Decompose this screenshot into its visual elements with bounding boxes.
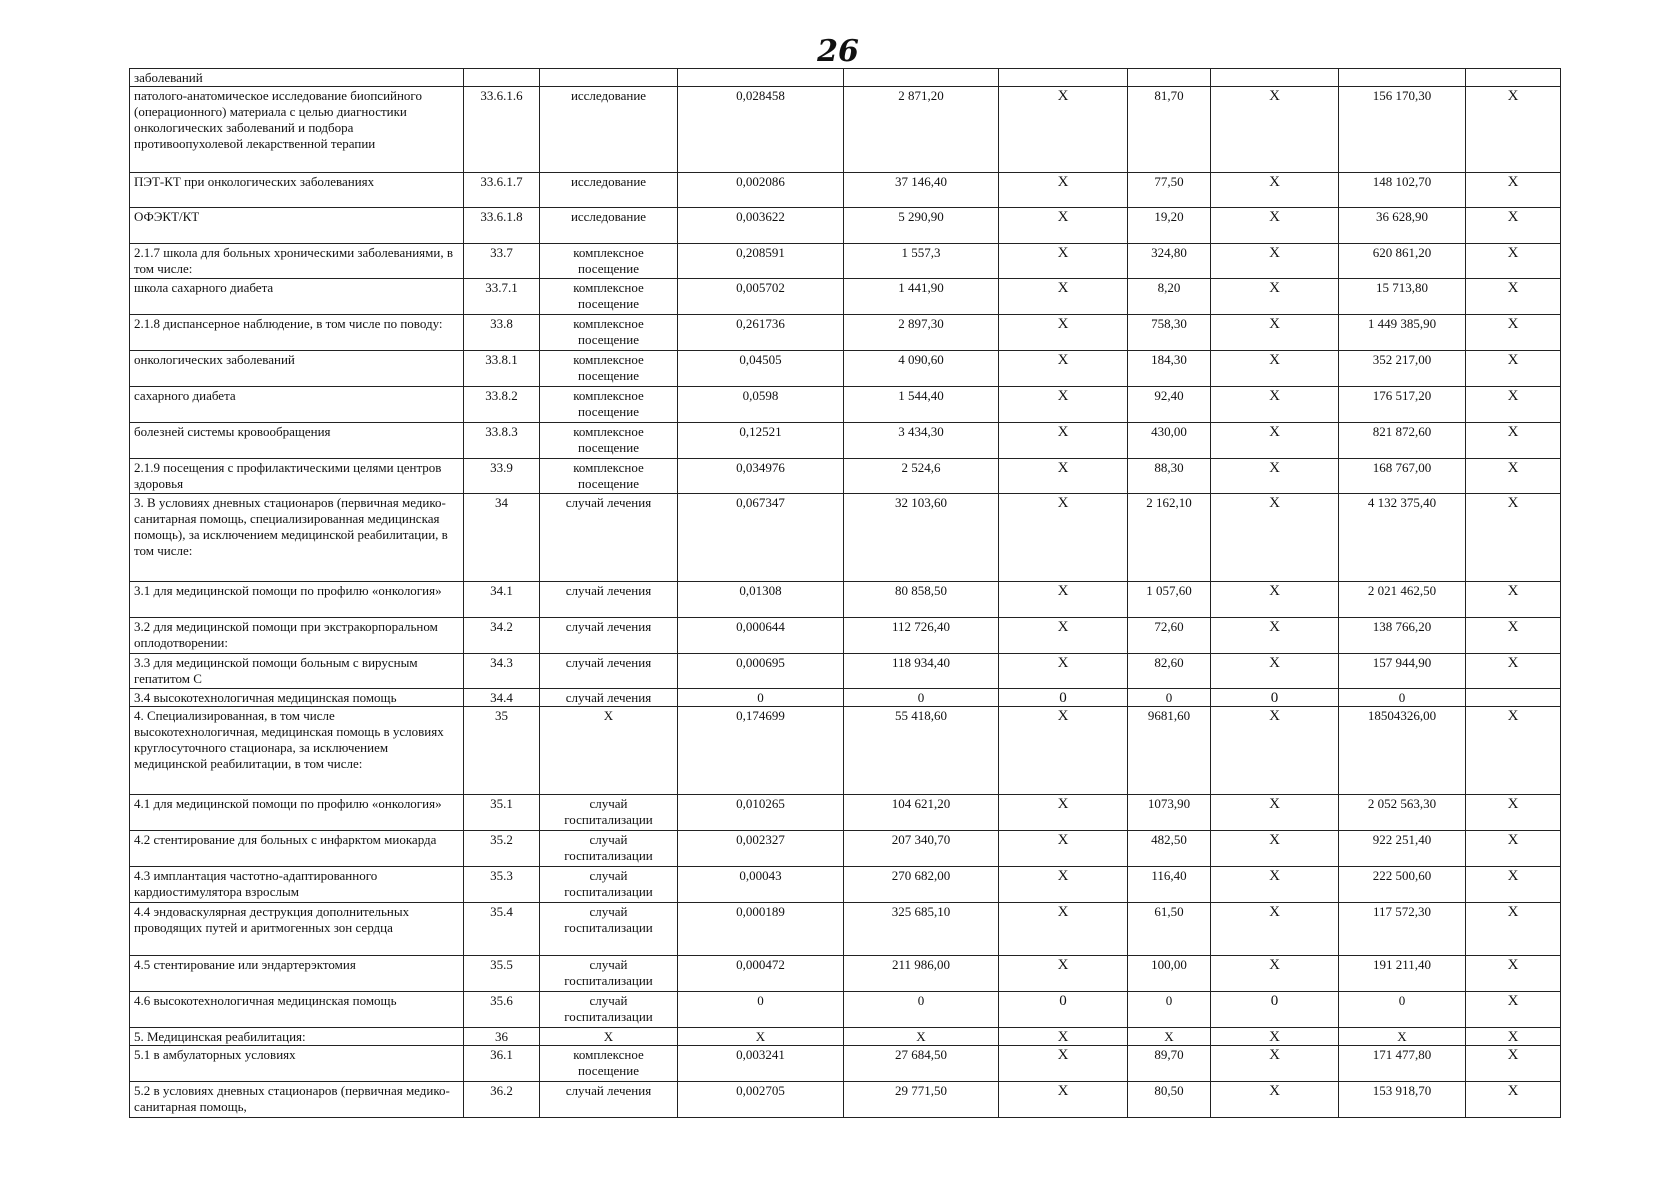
- row-percent: X: [1466, 867, 1561, 903]
- row-unit: случай лечения: [540, 654, 678, 689]
- row-code: 35: [464, 707, 540, 795]
- row-cost-unit: 270 682,00: [844, 867, 999, 903]
- row-percent: X: [1466, 1046, 1561, 1082]
- row-norm-volume: 0,003622: [678, 208, 844, 244]
- row-per-capita-budget: X: [999, 494, 1128, 582]
- table-row: [130, 87, 1561, 173]
- row-name: 4.2 стентирование для больных с инфарктом миокарда: [130, 831, 464, 867]
- row-norm-volume: 0,000644: [678, 618, 844, 654]
- row-norm-volume: 0,04505: [678, 351, 844, 387]
- row-code: 34.3: [464, 654, 540, 689]
- row-total-budget: X: [1211, 315, 1339, 351]
- row-percent: X: [1466, 387, 1561, 423]
- table-row: [130, 279, 1561, 315]
- row-per-capita-oms: 19,20: [1128, 208, 1211, 244]
- row-name: 3.1 для медицинской помощи по профилю «онкология»: [130, 582, 464, 618]
- row-total-budget: X: [1211, 1082, 1339, 1118]
- row-total-oms: 2 052 563,30: [1339, 795, 1466, 831]
- row-code: 33.7: [464, 244, 540, 279]
- row-total-oms: 4 132 375,40: [1339, 494, 1466, 582]
- row-cost-unit: 37 146,40: [844, 173, 999, 208]
- row-total-oms: 148 102,70: [1339, 173, 1466, 208]
- row-total-budget: X: [1211, 654, 1339, 689]
- row-cost-unit: 104 621,20: [844, 795, 999, 831]
- row-norm-volume: 0,028458: [678, 87, 844, 173]
- row-norm-volume: 0,0598: [678, 387, 844, 423]
- row-per-capita-oms: 2 162,10: [1128, 494, 1211, 582]
- row-name: 3.2 для медицинской помощи при экстракорпоральном оплодотворении:: [130, 618, 464, 654]
- table-body: [130, 69, 1561, 1118]
- row-per-capita-oms: 77,50: [1128, 173, 1211, 208]
- row-total-budget: X: [1211, 1028, 1339, 1046]
- row-cost-unit: 325 685,10: [844, 903, 999, 956]
- row-per-capita-oms: 81,70: [1128, 87, 1211, 173]
- row-percent: X: [1466, 795, 1561, 831]
- table-row: [130, 956, 1561, 992]
- row-unit: случай госпитализации: [540, 903, 678, 956]
- row-total-oms: 352 217,00: [1339, 351, 1466, 387]
- row-cost-unit: 27 684,50: [844, 1046, 999, 1082]
- row-total-budget: X: [1211, 423, 1339, 459]
- row-cost-unit: 29 771,50: [844, 1082, 999, 1118]
- row-total-budget: X: [1211, 387, 1339, 423]
- row-cost-unit: X: [844, 1028, 999, 1046]
- row-percent: X: [1466, 654, 1561, 689]
- row-code: 34.2: [464, 618, 540, 654]
- row-total-oms: 171 477,80: [1339, 1046, 1466, 1082]
- row-total-oms: 0: [1339, 992, 1466, 1028]
- row-per-capita-budget: X: [999, 315, 1128, 351]
- row-name: болезней системы кровообращения: [130, 423, 464, 459]
- row-norm-volume: 0,002327: [678, 831, 844, 867]
- row-per-capita-budget: 0: [999, 992, 1128, 1028]
- row-cost-unit: 4 090,60: [844, 351, 999, 387]
- row-per-capita-budget: X: [999, 1046, 1128, 1082]
- row-name: 4.5 стентирование или эндартерэктомия: [130, 956, 464, 992]
- row-percent: X: [1466, 707, 1561, 795]
- row-total-budget: X: [1211, 707, 1339, 795]
- row-per-capita-budget: X: [999, 654, 1128, 689]
- row-total-oms: X: [1339, 1028, 1466, 1046]
- row-name: 5.1 в амбулаторных условиях: [130, 1046, 464, 1082]
- row-per-capita-oms: 324,80: [1128, 244, 1211, 279]
- table-row: [130, 387, 1561, 423]
- row-total-oms: 138 766,20: [1339, 618, 1466, 654]
- row-cost-unit: 0: [844, 689, 999, 707]
- row-per-capita-oms: 92,40: [1128, 387, 1211, 423]
- row-percent: X: [1466, 618, 1561, 654]
- row-name: ПЭТ-КТ при онкологических заболеваниях: [130, 173, 464, 208]
- table-row: [130, 831, 1561, 867]
- row-code: [464, 69, 540, 87]
- row-total-budget: X: [1211, 351, 1339, 387]
- row-code: 35.2: [464, 831, 540, 867]
- row-name: ОФЭКТ/КТ: [130, 208, 464, 244]
- row-per-capita-oms: 0: [1128, 992, 1211, 1028]
- row-norm-volume: 0,000695: [678, 654, 844, 689]
- row-per-capita-budget: 0: [999, 689, 1128, 707]
- row-cost-unit: 207 340,70: [844, 831, 999, 867]
- row-unit: X: [540, 707, 678, 795]
- row-code: 33.9: [464, 459, 540, 494]
- row-norm-volume: X: [678, 1028, 844, 1046]
- table-row: [130, 707, 1561, 795]
- row-per-capita-budget: X: [999, 459, 1128, 494]
- row-per-capita-budget: X: [999, 244, 1128, 279]
- row-unit: [540, 69, 678, 87]
- row-total-budget: X: [1211, 173, 1339, 208]
- row-code: 35.4: [464, 903, 540, 956]
- row-code: 35.6: [464, 992, 540, 1028]
- row-total-oms: 157 944,90: [1339, 654, 1466, 689]
- row-per-capita-budget: X: [999, 903, 1128, 956]
- table-row: [130, 69, 1561, 87]
- row-unit: комплексное посещение: [540, 279, 678, 315]
- row-unit: случай лечения: [540, 494, 678, 582]
- table-row: [130, 208, 1561, 244]
- row-cost-unit: 2 871,20: [844, 87, 999, 173]
- table-row: [130, 795, 1561, 831]
- table-row: [130, 618, 1561, 654]
- row-total-oms: 176 517,20: [1339, 387, 1466, 423]
- row-name: 4.1 для медицинской помощи по профилю «онкология»: [130, 795, 464, 831]
- row-total-oms: 922 251,40: [1339, 831, 1466, 867]
- row-norm-volume: 0,208591: [678, 244, 844, 279]
- row-norm-volume: 0,000189: [678, 903, 844, 956]
- row-unit: комплексное посещение: [540, 315, 678, 351]
- row-per-capita-budget: X: [999, 618, 1128, 654]
- row-norm-volume: 0,010265: [678, 795, 844, 831]
- row-unit: случай госпитализации: [540, 867, 678, 903]
- row-name: 4.6 высокотехнологичная медицинская помощь: [130, 992, 464, 1028]
- row-unit: случай лечения: [540, 1082, 678, 1118]
- row-percent: X: [1466, 903, 1561, 956]
- row-per-capita-budget: X: [999, 582, 1128, 618]
- row-cost-unit: 118 934,40: [844, 654, 999, 689]
- row-unit: исследование: [540, 87, 678, 173]
- row-percent: [1466, 69, 1561, 87]
- row-total-budget: X: [1211, 582, 1339, 618]
- row-code: 33.8.2: [464, 387, 540, 423]
- row-cost-unit: 32 103,60: [844, 494, 999, 582]
- row-total-oms: 1 449 385,90: [1339, 315, 1466, 351]
- row-per-capita-oms: 9681,60: [1128, 707, 1211, 795]
- row-per-capita-oms: 482,50: [1128, 831, 1211, 867]
- row-total-oms: 222 500,60: [1339, 867, 1466, 903]
- row-unit: комплексное посещение: [540, 423, 678, 459]
- row-total-oms: 2 021 462,50: [1339, 582, 1466, 618]
- row-code: 33.6.1.7: [464, 173, 540, 208]
- row-total-budget: X: [1211, 208, 1339, 244]
- row-total-budget: X: [1211, 618, 1339, 654]
- row-per-capita-oms: [1128, 69, 1211, 87]
- row-cost-unit: 5 290,90: [844, 208, 999, 244]
- row-code: 33.7.1: [464, 279, 540, 315]
- row-percent: X: [1466, 87, 1561, 173]
- row-cost-unit: 1 544,40: [844, 387, 999, 423]
- row-per-capita-oms: 80,50: [1128, 1082, 1211, 1118]
- row-per-capita-budget: X: [999, 423, 1128, 459]
- row-name: 3.4 высокотехнологичная медицинская помощь: [130, 689, 464, 707]
- row-percent: X: [1466, 459, 1561, 494]
- row-unit: исследование: [540, 173, 678, 208]
- row-per-capita-budget: X: [999, 1082, 1128, 1118]
- row-code: 33.8: [464, 315, 540, 351]
- table-row: [130, 351, 1561, 387]
- row-norm-volume: 0,003241: [678, 1046, 844, 1082]
- row-total-oms: 15 713,80: [1339, 279, 1466, 315]
- row-total-budget: X: [1211, 279, 1339, 315]
- row-total-budget: [1211, 69, 1339, 87]
- row-per-capita-oms: 430,00: [1128, 423, 1211, 459]
- row-name: 3. В условиях дневных стационаров (первичная медико-санитарная помощь, специализированная медицинская помощь), за исключением медицинской реабилитации, в том числе:: [130, 494, 464, 582]
- row-cost-unit: 1 441,90: [844, 279, 999, 315]
- row-per-capita-budget: X: [999, 956, 1128, 992]
- row-norm-volume: 0,00043: [678, 867, 844, 903]
- row-per-capita-oms: 100,00: [1128, 956, 1211, 992]
- row-per-capita-budget: X: [999, 795, 1128, 831]
- row-cost-unit: 3 434,30: [844, 423, 999, 459]
- row-percent: X: [1466, 1082, 1561, 1118]
- row-per-capita-budget: X: [999, 351, 1128, 387]
- row-per-capita-oms: 89,70: [1128, 1046, 1211, 1082]
- row-unit: случай госпитализации: [540, 831, 678, 867]
- row-per-capita-oms: 1 057,60: [1128, 582, 1211, 618]
- row-per-capita-budget: X: [999, 831, 1128, 867]
- row-total-oms: [1339, 69, 1466, 87]
- row-total-oms: 620 861,20: [1339, 244, 1466, 279]
- row-name: 2.1.8 диспансерное наблюдение, в том числе по поводу:: [130, 315, 464, 351]
- row-percent: X: [1466, 315, 1561, 351]
- row-norm-volume: 0: [678, 992, 844, 1028]
- row-total-oms: 156 170,30: [1339, 87, 1466, 173]
- row-per-capita-budget: X: [999, 208, 1128, 244]
- row-name: 4. Специализированная, в том числе высокотехнологичная, медицинская помощь в условиях круглосуточного стационара, за исключением медицинской реабилитации, в том числе:: [130, 707, 464, 795]
- row-norm-volume: 0,002705: [678, 1082, 844, 1118]
- row-percent: X: [1466, 173, 1561, 208]
- row-norm-volume: [678, 69, 844, 87]
- row-norm-volume: 0,067347: [678, 494, 844, 582]
- row-percent: X: [1466, 244, 1561, 279]
- row-total-budget: 0: [1211, 689, 1339, 707]
- table-row: [130, 654, 1561, 689]
- row-name: 4.4 эндоваскулярная деструкция дополнительных проводящих путей и аритмогенных зон сердца: [130, 903, 464, 956]
- row-code: 33.6.1.8: [464, 208, 540, 244]
- row-total-budget: X: [1211, 831, 1339, 867]
- row-total-budget: X: [1211, 244, 1339, 279]
- row-total-oms: 117 572,30: [1339, 903, 1466, 956]
- row-percent: [1466, 689, 1561, 707]
- row-total-oms: 821 872,60: [1339, 423, 1466, 459]
- row-unit: исследование: [540, 208, 678, 244]
- table-row: [130, 992, 1561, 1028]
- row-per-capita-budget: X: [999, 867, 1128, 903]
- row-cost-unit: 112 726,40: [844, 618, 999, 654]
- row-cost-unit: 2 897,30: [844, 315, 999, 351]
- row-percent: X: [1466, 956, 1561, 992]
- row-per-capita-oms: 758,30: [1128, 315, 1211, 351]
- row-unit: случай госпитализации: [540, 992, 678, 1028]
- row-unit: случай госпитализации: [540, 795, 678, 831]
- row-code: 35.3: [464, 867, 540, 903]
- row-code: 35.5: [464, 956, 540, 992]
- table-row: [130, 494, 1561, 582]
- row-name: 5. Медицинская реабилитация:: [130, 1028, 464, 1046]
- tariff-table: [129, 68, 1561, 1118]
- row-code: 35.1: [464, 795, 540, 831]
- table-row: [130, 1046, 1561, 1082]
- row-code: 36.2: [464, 1082, 540, 1118]
- row-unit: X: [540, 1028, 678, 1046]
- row-percent: X: [1466, 351, 1561, 387]
- row-norm-volume: 0,174699: [678, 707, 844, 795]
- row-name: 4.3 имплантация частотно-адаптированного кардиостимулятора взрослым: [130, 867, 464, 903]
- row-unit: комплексное посещение: [540, 1046, 678, 1082]
- table-row: [130, 459, 1561, 494]
- row-norm-volume: 0: [678, 689, 844, 707]
- table-row: [130, 867, 1561, 903]
- row-code: 34.4: [464, 689, 540, 707]
- row-per-capita-budget: [999, 69, 1128, 87]
- table-row: [130, 903, 1561, 956]
- row-norm-volume: 0,000472: [678, 956, 844, 992]
- row-unit: комплексное посещение: [540, 244, 678, 279]
- table-row: [130, 689, 1561, 707]
- row-cost-unit: 2 524,6: [844, 459, 999, 494]
- row-total-budget: X: [1211, 867, 1339, 903]
- row-name: патолого-анатомическое исследование биопсийного (операционного) материала с целью диагностики онкологических заболеваний и подбора противоопухолевой лекарственной терапии: [130, 87, 464, 173]
- row-total-oms: 153 918,70: [1339, 1082, 1466, 1118]
- row-percent: X: [1466, 423, 1561, 459]
- row-norm-volume: 0,01308: [678, 582, 844, 618]
- row-code: 33.6.1.6: [464, 87, 540, 173]
- row-unit: случай лечения: [540, 582, 678, 618]
- row-norm-volume: 0,005702: [678, 279, 844, 315]
- row-norm-volume: 0,261736: [678, 315, 844, 351]
- row-total-budget: X: [1211, 87, 1339, 173]
- row-total-oms: 191 211,40: [1339, 956, 1466, 992]
- row-cost-unit: 1 557,3: [844, 244, 999, 279]
- row-total-budget: X: [1211, 1046, 1339, 1082]
- row-percent: X: [1466, 494, 1561, 582]
- row-per-capita-budget: X: [999, 279, 1128, 315]
- row-per-capita-oms: 82,60: [1128, 654, 1211, 689]
- row-unit: комплексное посещение: [540, 351, 678, 387]
- row-total-budget: X: [1211, 795, 1339, 831]
- row-unit: случай лечения: [540, 689, 678, 707]
- row-percent: X: [1466, 831, 1561, 867]
- row-per-capita-oms: 61,50: [1128, 903, 1211, 956]
- row-code: 34.1: [464, 582, 540, 618]
- row-per-capita-budget: X: [999, 173, 1128, 208]
- row-cost-unit: 211 986,00: [844, 956, 999, 992]
- row-name: онкологических заболеваний: [130, 351, 464, 387]
- table-row: [130, 1028, 1561, 1046]
- row-norm-volume: 0,034976: [678, 459, 844, 494]
- row-cost-unit: 0: [844, 992, 999, 1028]
- row-name: сахарного диабета: [130, 387, 464, 423]
- row-total-budget: X: [1211, 903, 1339, 956]
- page-number: 26: [817, 34, 859, 69]
- row-per-capita-oms: 1073,90: [1128, 795, 1211, 831]
- row-total-budget: X: [1211, 494, 1339, 582]
- row-code: 34: [464, 494, 540, 582]
- row-per-capita-budget: X: [999, 1028, 1128, 1046]
- row-per-capita-oms: 0: [1128, 689, 1211, 707]
- row-percent: X: [1466, 582, 1561, 618]
- row-total-oms: 36 628,90: [1339, 208, 1466, 244]
- row-unit: случай лечения: [540, 618, 678, 654]
- row-name: 5.2 в условиях дневных стационаров (первичная медико-санитарная помощь,: [130, 1082, 464, 1118]
- row-per-capita-oms: 116,40: [1128, 867, 1211, 903]
- row-per-capita-oms: X: [1128, 1028, 1211, 1046]
- row-total-oms: 18504326,00: [1339, 707, 1466, 795]
- row-code: 33.8.1: [464, 351, 540, 387]
- row-name: 2.1.7 школа для больных хроническими заболеваниями, в том числе:: [130, 244, 464, 279]
- row-total-oms: 0: [1339, 689, 1466, 707]
- row-total-budget: X: [1211, 459, 1339, 494]
- row-total-budget: 0: [1211, 992, 1339, 1028]
- row-total-budget: X: [1211, 956, 1339, 992]
- row-per-capita-budget: X: [999, 707, 1128, 795]
- row-per-capita-budget: X: [999, 387, 1128, 423]
- row-per-capita-oms: 8,20: [1128, 279, 1211, 315]
- table-row: [130, 582, 1561, 618]
- table-row: [130, 244, 1561, 279]
- row-unit: комплексное посещение: [540, 387, 678, 423]
- row-total-oms: 168 767,00: [1339, 459, 1466, 494]
- row-code: 36: [464, 1028, 540, 1046]
- row-code: 33.8.3: [464, 423, 540, 459]
- table-row: [130, 423, 1561, 459]
- row-per-capita-budget: X: [999, 87, 1128, 173]
- table-row: [130, 315, 1561, 351]
- row-norm-volume: 0,12521: [678, 423, 844, 459]
- row-unit: комплексное посещение: [540, 459, 678, 494]
- row-code: 36.1: [464, 1046, 540, 1082]
- table-row: [130, 1082, 1561, 1118]
- row-percent: X: [1466, 279, 1561, 315]
- row-name: 3.3 для медицинской помощи больным с вирусным гепатитом С: [130, 654, 464, 689]
- table-row: [130, 173, 1561, 208]
- row-name: заболеваний: [130, 69, 464, 87]
- row-percent: X: [1466, 992, 1561, 1028]
- row-cost-unit: 80 858,50: [844, 582, 999, 618]
- row-norm-volume: 0,002086: [678, 173, 844, 208]
- row-cost-unit: 55 418,60: [844, 707, 999, 795]
- row-per-capita-oms: 184,30: [1128, 351, 1211, 387]
- row-per-capita-oms: 72,60: [1128, 618, 1211, 654]
- row-percent: X: [1466, 208, 1561, 244]
- row-unit: случай госпитализации: [540, 956, 678, 992]
- row-per-capita-oms: 88,30: [1128, 459, 1211, 494]
- row-cost-unit: [844, 69, 999, 87]
- row-name: 2.1.9 посещения с профилактическими целями центров здоровья: [130, 459, 464, 494]
- row-percent: X: [1466, 1028, 1561, 1046]
- row-name: школа сахарного диабета: [130, 279, 464, 315]
